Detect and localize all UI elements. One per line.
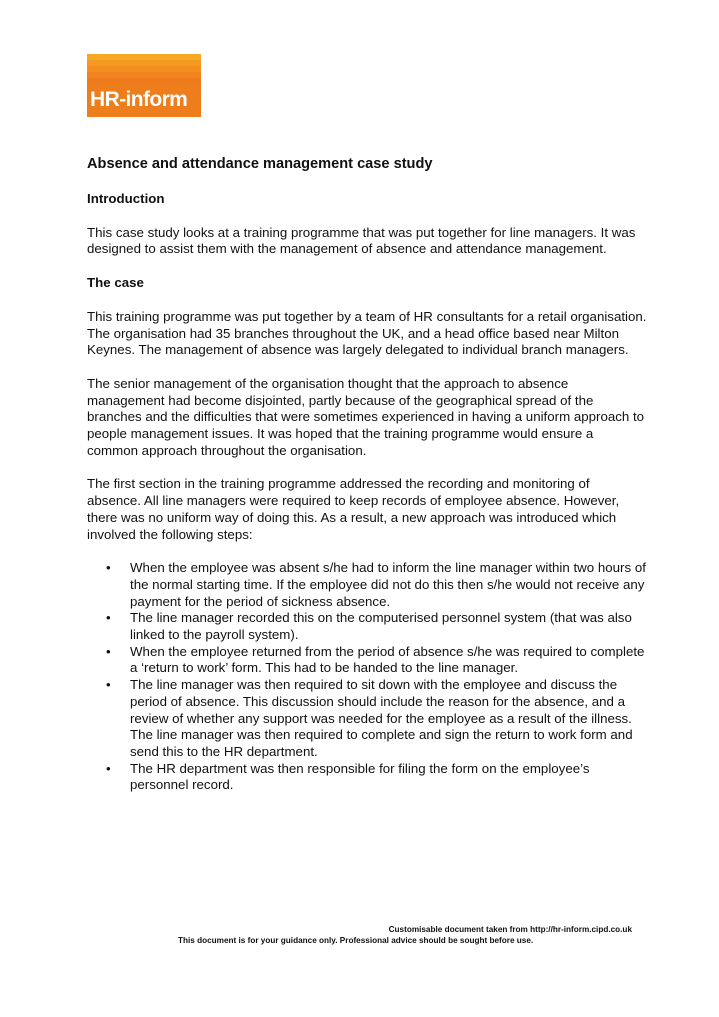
document-body	[87, 155, 647, 794]
intro-paragraph: This case study looks at a training programme that was put together for line managers. It was designed to assist them with the management of absence and attendance management.	[87, 224, 636, 257]
section-heading-the-case: The case	[87, 275, 144, 291]
footer-source-line: Customisable document taken from http://hr-inform.cipd.co.uk	[388, 925, 632, 934]
bullet-icon: •	[106, 643, 111, 659]
list-item	[106, 760, 647, 794]
case-paragraph-1: This training programme was put together by a team of HR consultants for a retail organisation. The organisation had 35 branches throughout the UK, and a head office based near Milton Keynes. The management of absence was largely delegated to individual branch managers.	[87, 308, 647, 358]
list-item	[106, 560, 647, 610]
bullet-icon: •	[106, 560, 111, 576]
document-title: Absence and attendance management case study	[87, 156, 433, 172]
list-item	[106, 643, 647, 677]
bullet-icon: •	[106, 610, 111, 626]
bullet-icon: •	[106, 677, 111, 693]
bullet-icon: •	[106, 760, 111, 776]
case-paragraph-2: The senior management of the organisation thought that the approach to absence management had become disjointed, partly because of the geographical spread of the branches and the difficulties that were sometimes experienced in having a uniform approach to people management issues. It was hoped that the training programme would ensure a common approach throughout the organisation.	[87, 375, 645, 458]
footer-disclaimer: This document is for your guidance only. Professional advice should be sought before use.	[178, 936, 534, 945]
list-item-text: The HR department was then responsible for filing the form on the employee’s personnel record.	[130, 760, 590, 793]
list-item-text: The line manager was then required to sit down with the employee and discuss the period of absence. This discussion should include the reason for the absence, and a review of whether any support was needed for the employee as a result of the illness. The line manager was then required to complete and sign the return to work form and send this to the HR department.	[130, 677, 633, 759]
section-heading-introduction: Introduction	[87, 191, 165, 206]
list-item-text: The line manager recorded this on the computerised personnel system (that was also linked to the payroll system).	[130, 610, 632, 643]
list-item-text: When the employee returned from the period of absence s/he was required to complete a ‘return to work’ form. This had to be handed to the line manager.	[130, 643, 645, 676]
steps-list	[87, 560, 647, 794]
list-item-text: When the employee was absent s/he had to inform the line manager within two hours of the normal starting time. If the employee did not do this then s/he would not receive any payment for the period of sickness absence.	[130, 560, 646, 609]
list-item	[106, 610, 647, 643]
hr-inform-logo	[87, 54, 201, 117]
case-paragraph-3: The first section in the training programme addressed the recording and monitoring of absence. All line managers were required to keep records of employee absence. However, there was no uniform way of doing this. As a result, a new approach was introduced which involved the following steps:	[87, 476, 620, 542]
list-item	[106, 677, 647, 761]
logo-text: HR-inform	[90, 88, 188, 111]
